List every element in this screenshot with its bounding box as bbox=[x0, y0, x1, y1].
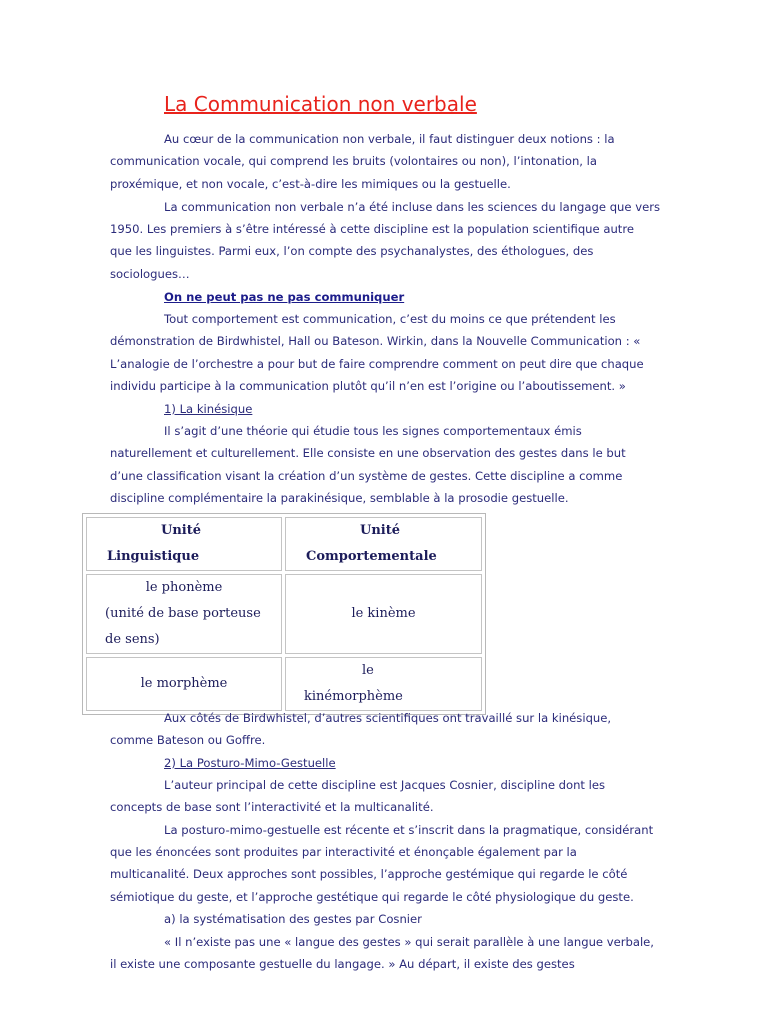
text-line: concepts de base sont l’interactivité et la multicanalité. bbox=[110, 800, 434, 814]
text-line: sociologues… bbox=[110, 267, 190, 281]
cell-text: (unité de base porteuse bbox=[105, 606, 261, 621]
text-line: Il s’agit d’une théorie qui étudie tous les signes comportementaux émis bbox=[164, 424, 582, 438]
cell-text: le morphème bbox=[140, 676, 228, 691]
table-cell bbox=[86, 574, 282, 654]
header-label: Unité bbox=[161, 523, 202, 538]
text-line: sémiotique du geste, et l’approche gestétique qui regarde le côté physiologique du geste. bbox=[110, 890, 634, 904]
text-line: L’analogie de l’orchestre a pour but de faire comprendre comment on peut dire que chaque bbox=[110, 357, 644, 371]
text-line: La communication non verbale n’a été incluse dans les sciences du langage que vers bbox=[164, 200, 661, 214]
text-line: que les linguistes. Parmi eux, l’on compte des psychanalystes, des éthologues, des bbox=[110, 244, 594, 258]
subsection-heading: 1) La kinésique bbox=[164, 402, 253, 416]
text-line: Au cœur de la communication non verbale, il faut distinguer deux notions : la bbox=[164, 132, 615, 146]
text-line: Tout comportement est communication, c’est du moins ce que prétendent les bbox=[164, 312, 616, 326]
text-line: multicanalité. Deux approches sont possibles, l’approche gestémique qui regarde le côté bbox=[110, 867, 628, 881]
table-header-cell bbox=[86, 517, 282, 571]
text-line: Aux côtés de Birdwhistel, d’autres scientifiques ont travaillé sur la kinésique, bbox=[164, 711, 612, 725]
cell-text: kinémorphème bbox=[304, 689, 403, 704]
table-cell bbox=[285, 574, 482, 654]
subsection-heading: 2) La Posturo-Mimo-Gestuelle bbox=[164, 756, 336, 770]
section-heading: On ne peut pas ne pas communiquer bbox=[164, 290, 405, 304]
comparison-table bbox=[82, 513, 486, 715]
header-label: Unité bbox=[360, 523, 401, 538]
text-line: discipline complémentaire la parakinésique, semblable à la prosodie gestuelle. bbox=[110, 491, 569, 505]
text-line: communication vocale, qui comprend les bruits (volontaires ou non), l’intonation, la bbox=[110, 154, 597, 168]
text-line: La posturo-mimo-gestuelle est récente et s’inscrit dans la pragmatique, considérant bbox=[164, 823, 654, 837]
page-title: La Communication non verbale bbox=[164, 92, 477, 116]
table-header-cell bbox=[285, 517, 482, 571]
text-line: il existe une composante gestuelle du langage. » Au départ, il existe des gestes bbox=[110, 957, 575, 971]
table-row bbox=[86, 574, 482, 654]
text-line: 1950. Les premiers à s’être intéressé à cette discipline est la population scientifique autre bbox=[110, 222, 634, 236]
text-line: naturellement et culturellement. Elle consiste en une observation des gestes dans le but bbox=[110, 446, 626, 460]
text-line: L’auteur principal de cette discipline est Jacques Cosnier, discipline dont les bbox=[164, 778, 606, 792]
table-cell bbox=[86, 657, 282, 711]
table-row bbox=[86, 657, 482, 711]
table-header-row bbox=[86, 517, 482, 571]
text-line: comme Bateson ou Goffre. bbox=[110, 733, 266, 747]
cell-text: de sens) bbox=[105, 632, 160, 647]
text-line: « Il n’existe pas une « langue des gestes » qui serait parallèle à une langue verbale, bbox=[164, 935, 654, 949]
text-line: individu participe à la communication plutôt qu’il n’en est l’origine ou l’aboutissement. » bbox=[110, 379, 626, 393]
text-line: démonstration de Birdwhistel, Hall ou Bateson. Wirkin, dans la Nouvelle Communication : « bbox=[110, 334, 641, 348]
table-cell bbox=[285, 657, 482, 711]
text-line: d’une classification visant la création d’un système de gestes. Cette discipline a comme bbox=[110, 469, 623, 483]
text-line: a) la systématisation des gestes par Cosnier bbox=[164, 912, 422, 926]
text-line: que les énoncées sont produites par interactivité et énonçable également par la bbox=[110, 845, 577, 859]
cell-text: le kinème bbox=[351, 606, 416, 621]
cell-text: le phonème bbox=[145, 580, 223, 595]
text-line: proxémique, et non vocale, c’est-à-dire les mimiques ou la gestuelle. bbox=[110, 177, 511, 191]
cell-text: le bbox=[362, 663, 374, 678]
header-label: Linguistique bbox=[107, 549, 200, 564]
header-label: Comportementale bbox=[306, 549, 437, 564]
